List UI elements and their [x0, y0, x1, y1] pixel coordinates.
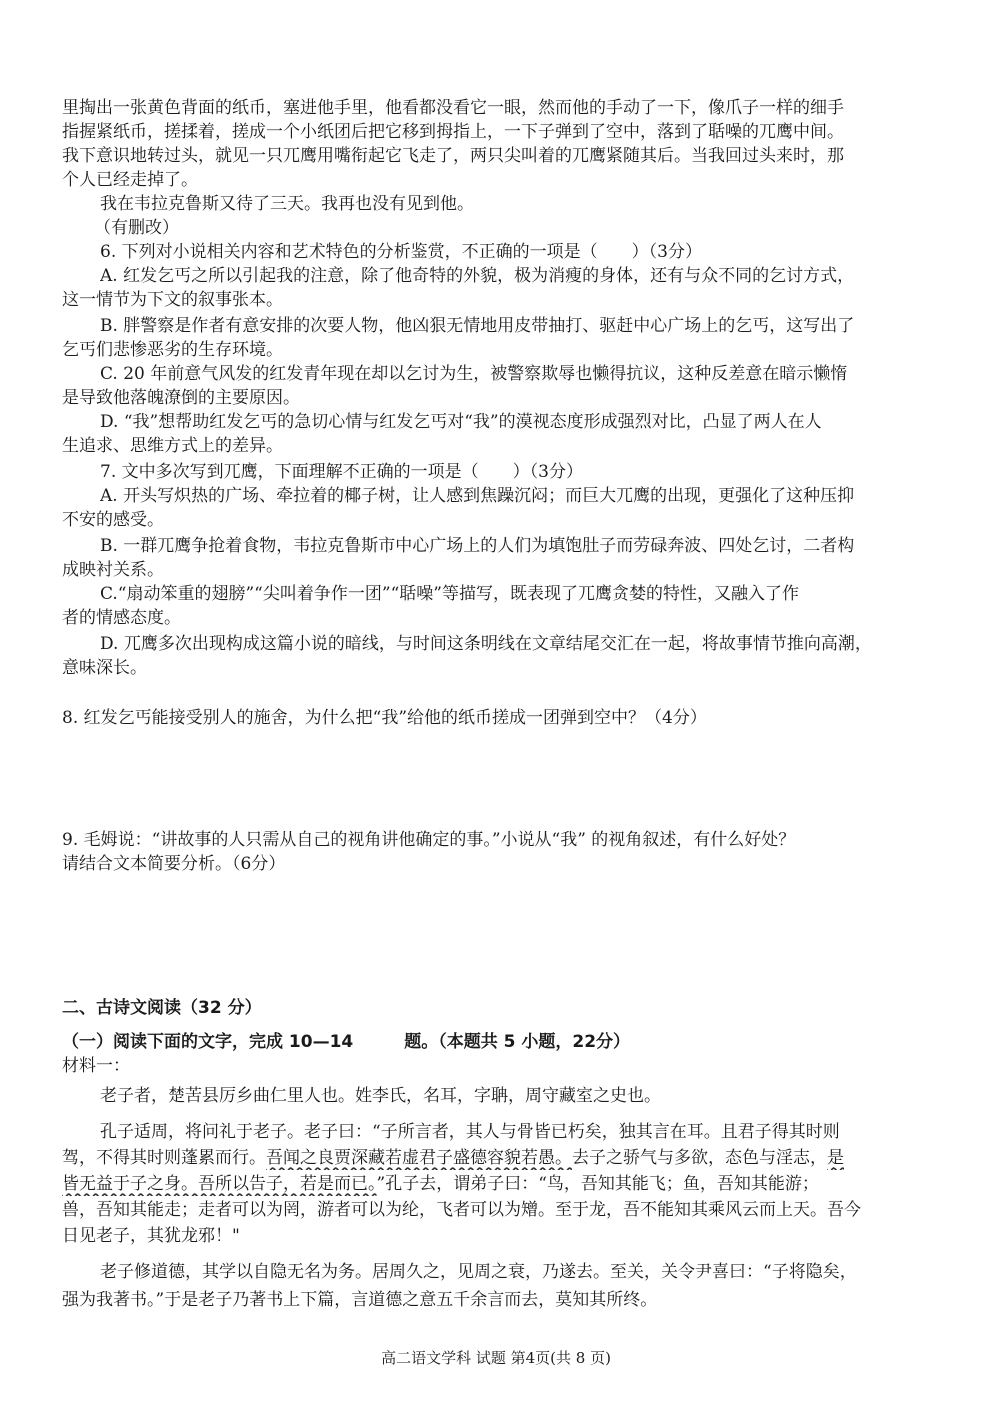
q7-option-d-cont: 意味深长。: [62, 658, 147, 678]
story-line: 指握紧纸币，搓揉着，搓成一个小纸团后把它移到拇指上，一下子弹到了空中，落到了聒噪的兀鹰中间。: [62, 122, 844, 142]
q6-option-d-cont: 生追求、思维方式上的差异。: [62, 436, 283, 456]
passage-line: 兽，吾知其能走；走者可以为罔，游者可以为纶，飞者可以为矰。至于龙，吾不能知其乘风云而上天。吾今: [62, 1200, 861, 1220]
story-line: 个人已经走掉了。: [62, 170, 198, 190]
passage-line: 孔子适周，将问礼于老子。老子曰：“子所言者，其人与骨皆已朽矣，独其言在耳。且君子得其时则: [100, 1122, 840, 1142]
q6-option-c-cont: 是导致他落魄潦倒的主要原因。: [62, 388, 300, 408]
question-6-stem: 6. 下列对小说相关内容和艺术特色的分析鉴赏，不正确的一项是（ ）（3分）: [100, 242, 702, 262]
wavy-underlined-text: 是: [827, 1148, 844, 1168]
q7-option-c-cont: 者的情感态度。: [62, 608, 181, 628]
q7-option-d: D. 兀鹰多次出现构成这篇小说的暗线，与时间这条明线在文章结尾交汇在一起，将故事情节推向高潮，: [100, 634, 872, 654]
question-7-stem: 7. 文中多次写到兀鹰，下面理解不正确的一项是（ ）（3分）: [100, 462, 583, 482]
passage-line: [62, 1146, 942, 1170]
q7-option-c: C.“扇动笨重的翅膀”“尖叫着争作一团”“聒噪”等描写，既表现了兀鹰贪婪的特性，又融入了作: [100, 584, 799, 604]
material-label: 材料一：: [62, 1056, 130, 1076]
passage-line: 老子修道德，其学以自隐无名为务。居周久之，见周之衰，乃遂去。至关，关令尹喜曰：“子将隐矣，: [100, 1262, 857, 1282]
passage-text: 驾，不得其时则蓬累而行。: [62, 1148, 266, 1168]
q6-option-c: C. 20 年前意气风发的红发青年现在却以乞讨为生，被警察欺辱也懒得抗议，这种反差意在暗示懒惰: [100, 364, 848, 384]
q6-option-a-cont: 这一情节为下文的叙事张本。: [62, 290, 283, 310]
question-8: 8. 红发乞丐能接受别人的施舍，为什么把“我”给他的纸币搓成一团弹到空中？（4分）: [62, 708, 707, 728]
q7-option-a: A. 开头写炽热的广场、牵拉着的椰子树，让人感到焦躁沉闷；而巨大兀鹰的出现，更强化了这种压抑: [100, 486, 855, 506]
passage-line: 日见老子，其犹龙邪！": [62, 1226, 240, 1246]
q6-option-b: B. 胖警察是作者有意安排的次要人物，他凶狠无情地用皮带抽打、驱赶中心广场上的乞丐，这写出了: [100, 316, 855, 336]
story-line: 我在韦拉克鲁斯又待了三天。我再也没有见到他。: [100, 194, 474, 214]
story-line: 里掏出一张黄色背面的纸币，塞进他手里，他看都没看它一眼，然而他的手动了一下，像爪子一样的细手: [62, 98, 844, 118]
question-9: 9. 毛姆说：“讲故事的人只需从自己的视角讲他确定的事。”小说从“我” 的视角叙述，有什么好处？: [62, 830, 796, 850]
passage-text: ”孔子去，谓弟子曰：“鸟，吾知其能飞；鱼，吾知其能游；: [376, 1174, 819, 1194]
section-title: 二、古诗文阅读（32 分）: [62, 998, 262, 1018]
q7-option-b-cont: 成映衬关系。: [62, 560, 164, 580]
q7-option-a-cont: 不安的感受。: [62, 510, 164, 530]
passage-line: 强为我著书。”于是老子乃著书上下篇，言道德之意五千余言而去，莫知其所终。: [62, 1290, 658, 1310]
passage-text: 去子之骄气与多欲，态色与淫志，: [572, 1148, 827, 1168]
passage-line: 老子者，楚苦县厉乡曲仁里人也。姓李氏，名耳，字聃，周守藏室之史也。: [100, 1086, 661, 1106]
page-footer: 高二语文学科 试题 第4页(共 8 页): [381, 1349, 611, 1367]
wavy-underlined-text: 皆无益于子之身。吾所以告子，若是而已。: [62, 1174, 377, 1194]
story-line: 我下意识地转过头，就见一只兀鹰用嘴衔起它飞走了，两只尖叫着的兀鹰紧随其后。当我回过头来时，那: [62, 146, 844, 166]
q7-option-b: B. 一群兀鹰争抢着食物，韦拉克鲁斯市中心广场上的人们为填饱肚子而劳碌奔波、四处乞讨，二者构: [100, 536, 855, 556]
q6-option-b-cont: 乞丐们悲惨恶劣的生存环境。: [62, 340, 283, 360]
subsection-title: （一）阅读下面的文字，完成 10—14 题。（本题共 5 小题，22分）: [62, 1032, 631, 1052]
q6-option-a: A. 红发乞丐之所以引起我的注意，除了他奇特的外貌，极为消瘦的身体，还有与众不同的乞讨方式，: [100, 266, 855, 286]
source-note: （有删改）: [94, 218, 179, 238]
question-9-cont: 请结合文本简要分析。（6分）: [62, 854, 286, 874]
q6-option-d: D. “我”想帮助红发乞丐的急切心情与红发乞丐对“我”的漠视态度形成强烈对比，凸显了两人在人: [100, 412, 822, 432]
wavy-underlined-text: 吾闻之良贾深藏若虚君子盛德容貌若愚。: [266, 1148, 572, 1168]
passage-line: [62, 1172, 942, 1196]
